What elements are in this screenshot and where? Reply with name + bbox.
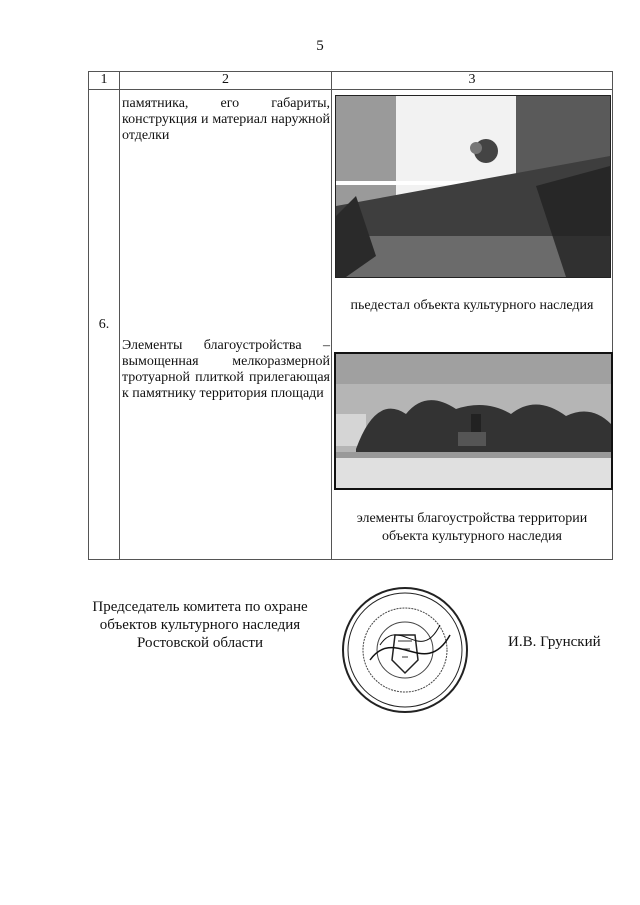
signatory-title: Председатель комитета по охране объектов культурного наследия Ростовской области (92, 599, 308, 651)
square-photo (334, 352, 613, 490)
official-seal-stamp (340, 585, 470, 715)
header-col-3: 3 (332, 72, 613, 90)
description-landscaping: Элементы благоустройства – вымощенная мелкоразмерной тротуарной плиткой прилегающая к памятнику территория площади (122, 338, 330, 401)
pedestal-photo-image (336, 96, 610, 277)
page-number: 5 (316, 38, 324, 54)
signatory-name: И.В. Грунский (508, 634, 601, 650)
pedestal-caption: пьедестал объекта культурного наследия (350, 298, 594, 313)
header-col-1: 1 (89, 72, 120, 90)
row-number: 6. (89, 90, 120, 560)
pedestal-photo (335, 95, 611, 278)
square-photo-image (336, 354, 611, 488)
description-monument: памятника, его габариты, конструкция и материал наружной отделки (122, 96, 330, 143)
row-description-cell (120, 90, 332, 560)
table-header-row (89, 72, 613, 90)
square-caption: элементы благоустройства территории объекта культурного наследия (356, 511, 588, 544)
header-col-2: 2 (120, 72, 332, 90)
